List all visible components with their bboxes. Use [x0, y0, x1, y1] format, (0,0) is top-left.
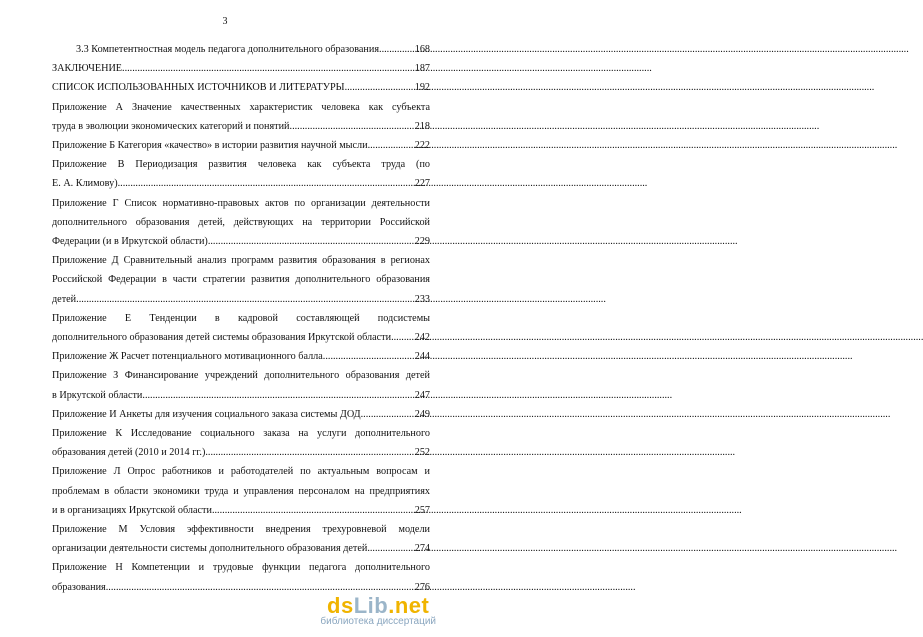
toc-page-number: 233 — [414, 293, 430, 305]
toc-page-number: 274 — [414, 543, 430, 555]
toc-entry — [52, 251, 430, 309]
dot-leader — [368, 136, 414, 155]
toc-entry-last-line — [52, 405, 430, 424]
toc-entry-title: образования — [52, 581, 106, 593]
toc-entry-title: образования детей (2010 и 2014 гг.) — [52, 447, 206, 459]
toc-entry-title: в Иркутской области — [52, 389, 143, 401]
table-of-contents — [52, 40, 430, 597]
toc-entry-line: Приложение А Значение качественных характеристик человека как субъекта — [52, 101, 430, 113]
logo-part-ds: ds — [327, 593, 354, 618]
toc-entry-line: Приложение Д Сравнительный анализ программ развития образования в регионах — [52, 255, 430, 267]
dot-leader — [345, 78, 414, 97]
watermark-subtitle: библиотека диссертаций — [320, 616, 436, 627]
page-number: 3 — [222, 16, 228, 27]
toc-page-number: 249 — [414, 408, 430, 420]
toc-entry-last-line — [52, 443, 430, 462]
dot-leader — [76, 290, 414, 309]
dot-leader — [208, 232, 414, 251]
toc-entry-line: Российской Федерации в части стратегии развития дополнительного образования — [52, 274, 430, 286]
toc-entry-title: труда в эволюции экономических категорий и понятий — [52, 120, 290, 132]
toc-entry-title: Приложение Ж Расчет потенциального мотивационного балла — [52, 351, 323, 363]
dot-leader — [394, 328, 414, 347]
toc-entry-title: Приложение И Анкеты для изучения социального заказа системы ДОД — [52, 408, 361, 420]
toc-entry-last-line — [52, 386, 430, 405]
toc-entry-title: 3.3 Компетентностная модель педагога дополнительного образования — [76, 44, 380, 55]
toc-page-number: 244 — [414, 351, 430, 363]
toc-entry-title: дополнительного образования детей системы образования Иркутской области. — [52, 332, 394, 344]
toc-entry-last-line — [52, 78, 430, 97]
toc-entry-line: дополнительного образования детей, действующих на территории Российской — [52, 216, 430, 228]
dot-leader — [379, 40, 414, 59]
toc-entry — [52, 558, 430, 596]
dot-leader — [118, 174, 414, 193]
toc-page-number: 257 — [414, 504, 430, 516]
toc-entry-title: Приложение Б Категория «качество» в истории развития научной мысли — [52, 140, 368, 152]
toc-entry-title: ЗАКЛЮЧЕНИЕ — [52, 63, 123, 75]
toc-entry-line: Приложение Г Список нормативно-правовых актов по организации деятельности — [52, 197, 430, 209]
toc-entry-last-line — [52, 232, 430, 251]
toc-entry-line: Приложение Е Тенденции в кадровой составляющей подсистемы — [52, 312, 430, 324]
toc-entry — [52, 155, 430, 193]
toc-entry — [52, 405, 430, 424]
toc-entry-last-line — [52, 59, 430, 78]
toc-entry-last-line — [52, 117, 430, 136]
toc-entry — [52, 366, 430, 404]
toc-page-number: 187 — [414, 63, 430, 75]
toc-entry-last-line — [52, 328, 430, 347]
dot-leader — [142, 386, 413, 405]
dot-leader — [290, 117, 414, 136]
toc-entry-title: СПИСОК ИСПОЛЬЗОВАННЫХ ИСТОЧНИКОВ И ЛИТЕРАТУРЫ — [52, 82, 345, 94]
watermark-logo — [320, 593, 436, 627]
toc-page-number: 222 — [414, 140, 430, 152]
toc-entry-line: Приложение К Исследование социального заказа на услуги дополнительного — [52, 428, 430, 440]
logo-part-lib: Lib — [353, 593, 389, 618]
toc-entry-title: организации деятельности системы дополнительного образования детей — [52, 543, 368, 555]
toc-entry — [52, 136, 430, 155]
toc-page-number: 242 — [414, 332, 430, 344]
toc-entry-line: Приложение М Условия эффективности внедрения трехуровневой модели — [52, 524, 430, 536]
toc-entry — [52, 424, 430, 462]
toc-page-number: 247 — [414, 389, 430, 401]
toc-entry-line: Приложение Н Компетенции и трудовые функции педагога дополнительного — [52, 562, 430, 574]
toc-page-number: 168 — [414, 44, 430, 55]
toc-page-number: 218 — [414, 120, 430, 132]
toc-entry — [52, 98, 430, 136]
dot-leader — [122, 59, 414, 78]
toc-entry — [52, 40, 430, 59]
toc-entry-last-line — [52, 347, 430, 366]
dot-leader — [361, 405, 414, 424]
dot-leader — [205, 443, 413, 462]
toc-entry-last-line — [52, 174, 430, 193]
toc-entry-title: и в организациях Иркутской области — [52, 504, 212, 516]
toc-entry-title: Е. А. Климову) — [52, 178, 118, 190]
toc-page-number: 229 — [414, 236, 430, 248]
toc-entry — [52, 347, 430, 366]
dot-leader — [367, 539, 413, 558]
toc-entry — [52, 194, 430, 252]
toc-entry-last-line — [52, 136, 430, 155]
toc-entry-line: Приложение Л Опрос работников и работодателей по актуальным вопросам и — [52, 466, 430, 478]
dot-leader — [212, 501, 414, 520]
toc-page-number: 252 — [414, 447, 430, 459]
toc-entry — [52, 78, 430, 97]
toc-entry-line: проблемам в области экономики труда и управления персоналом на предприятиях — [52, 485, 430, 497]
toc-entry-line: Приложение В Периодизация развития человека как субъекта труда (по — [52, 159, 430, 171]
toc-page-number: 276 — [414, 581, 430, 593]
toc-entry-last-line — [52, 539, 430, 558]
dot-leader — [323, 347, 414, 366]
toc-entry-last-line — [52, 40, 430, 59]
toc-entry — [52, 59, 430, 78]
toc-entry-last-line — [52, 290, 430, 309]
toc-entry-title: детей — [52, 293, 77, 305]
logo-part-net: .net — [388, 593, 430, 618]
toc-entry-title: Федерации (и в Иркутской области) — [52, 236, 208, 248]
toc-page-number: 192 — [414, 82, 430, 94]
toc-entry — [52, 309, 430, 347]
toc-entry-last-line — [52, 501, 430, 520]
toc-entry — [52, 520, 430, 558]
toc-entry-line: Приложение З Финансирование учреждений дополнительного образования детей — [52, 370, 430, 382]
toc-page-number: 227 — [414, 178, 430, 190]
toc-entry — [52, 462, 430, 520]
